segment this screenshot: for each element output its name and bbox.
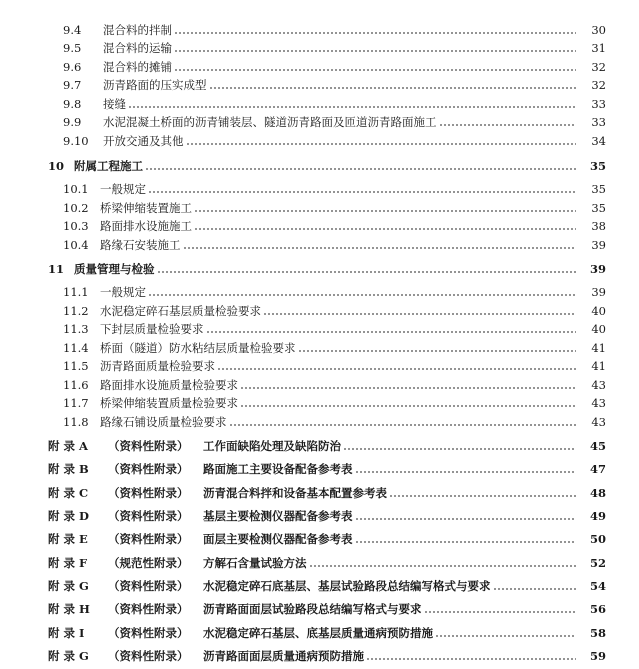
page-number: 41: [591, 341, 606, 355]
leader-dots: [148, 186, 576, 198]
section-title: 下封层质量检验要求: [100, 322, 204, 336]
section-title: 路面排水设施施工: [100, 219, 192, 233]
section-number: 9.9: [63, 115, 82, 129]
page-number: 35: [591, 182, 606, 196]
section-number: 11.7: [63, 396, 89, 410]
leader-dots: [128, 101, 576, 113]
page-number: 39: [589, 262, 606, 276]
leader-dots: [174, 27, 576, 39]
section-number: 11.2: [63, 304, 89, 318]
toc-entry[interactable]: [0, 132, 639, 150]
appendix-title: 沥青混合料拌和设备基本配置参考表: [203, 486, 387, 500]
page-number: 40: [591, 304, 606, 318]
leader-dots: [240, 400, 576, 412]
page-number: 30: [591, 23, 606, 37]
leader-dots: [157, 266, 577, 278]
toc-entry[interactable]: [0, 39, 639, 57]
section-title: 开放交通及其他: [103, 134, 184, 148]
page-number: 59: [589, 649, 606, 663]
toc-entry[interactable]: [0, 376, 639, 394]
section-number: 10.2: [63, 201, 89, 215]
section-title: 一般规定: [100, 285, 146, 299]
appendix-title: 工作面缺陷处理及缺陷防治: [203, 439, 341, 453]
leader-dots: [493, 583, 577, 595]
toc-appendix[interactable]: [0, 437, 639, 455]
section-title: 水泥混凝土桥面的沥青铺装层、隧道沥青路面及匝道沥青路面施工: [103, 115, 437, 129]
section-title: 沥青路面的压实成型: [103, 78, 207, 92]
chapter-number: 11: [48, 262, 65, 276]
page-number: 49: [589, 509, 606, 523]
appendix-label: 附 录 H: [48, 602, 90, 616]
page-number: 35: [589, 159, 606, 173]
leader-dots: [355, 513, 577, 525]
page-number: 43: [591, 415, 606, 429]
page-number: 56: [589, 602, 606, 616]
section-number: 9.5: [63, 41, 82, 55]
leader-dots: [439, 119, 577, 131]
appendix-label: 附 录 A: [48, 439, 88, 453]
toc-entry[interactable]: [0, 21, 639, 39]
section-title: 桥梁伸缩装置施工: [100, 201, 192, 215]
toc-entry[interactable]: [0, 320, 639, 338]
appendix-title: 方解石含量试验方法: [203, 556, 307, 570]
leader-dots: [174, 64, 576, 76]
toc-chapter[interactable]: [0, 157, 639, 175]
appendix-title: 基层主要检测仪器配备参考表: [203, 509, 353, 523]
appendix-kind: （规范性附录）: [108, 556, 189, 570]
appendix-title: 面层主要检测仪器配备参考表: [203, 532, 353, 546]
toc-appendix[interactable]: [0, 624, 639, 642]
appendix-label: 附 录 B: [48, 462, 89, 476]
page-number: 32: [591, 78, 606, 92]
leader-dots: [435, 630, 576, 642]
appendix-label: 附 录 C: [48, 486, 89, 500]
section-number: 11.6: [63, 378, 89, 392]
page-number: 41: [591, 359, 606, 373]
page-number: 35: [591, 201, 606, 215]
leader-dots: [389, 490, 576, 502]
leader-dots: [206, 326, 577, 338]
section-number: 9.10: [63, 134, 89, 148]
section-title: 沥青路面质量检验要求: [100, 359, 215, 373]
page-number: 54: [589, 579, 606, 593]
page-number: 43: [591, 378, 606, 392]
appendix-label: 附 录 G: [48, 649, 89, 663]
toc-entry[interactable]: [0, 283, 639, 301]
section-number: 10.4: [63, 238, 89, 252]
appendix-kind: （资料性附录）: [108, 626, 189, 640]
leader-dots: [263, 308, 576, 320]
toc-appendix[interactable]: [0, 600, 639, 618]
leader-dots: [194, 205, 576, 217]
chapter-title: 附属工程施工: [74, 159, 143, 173]
page-number: 33: [591, 115, 606, 129]
leader-dots: [424, 606, 577, 618]
appendix-kind: （资料性附录）: [108, 509, 189, 523]
appendix-label: 附 录 D: [48, 509, 89, 523]
toc-entry[interactable]: [0, 357, 639, 375]
leader-dots: [148, 289, 576, 301]
page-number: 39: [591, 238, 606, 252]
leader-dots: [217, 363, 576, 375]
toc-appendix[interactable]: [0, 530, 639, 548]
toc-entry[interactable]: [0, 236, 639, 254]
section-title: 混合料的运输: [103, 41, 172, 55]
toc-entry[interactable]: [0, 413, 639, 431]
leader-dots: [174, 45, 576, 57]
page-number: 40: [591, 322, 606, 336]
appendix-label: 附 录 E: [48, 532, 88, 546]
page-number: 52: [589, 556, 606, 570]
section-title: 路缘石铺设质量检验要求: [100, 415, 227, 429]
leader-dots: [343, 443, 576, 455]
section-number: 9.4: [63, 23, 82, 37]
toc-entry[interactable]: [0, 113, 639, 131]
toc-entry[interactable]: [0, 199, 639, 217]
page-number: 39: [591, 285, 606, 299]
toc-appendix[interactable]: [0, 647, 639, 665]
page-number: 47: [589, 462, 606, 476]
leader-dots: [298, 345, 577, 357]
toc-entry[interactable]: [0, 95, 639, 113]
section-title: 路缘石安装施工: [100, 238, 181, 252]
leader-dots: [366, 653, 576, 665]
toc-appendix[interactable]: [0, 577, 639, 595]
appendix-kind: （资料性附录）: [108, 486, 189, 500]
toc-appendix[interactable]: [0, 460, 639, 478]
section-title: 混合料的拌制: [103, 23, 172, 37]
section-number: 9.7: [63, 78, 82, 92]
section-number: 11.5: [63, 359, 89, 373]
page-number: 58: [589, 626, 606, 640]
toc-entry[interactable]: [0, 58, 639, 76]
appendix-label: 附 录 G: [48, 579, 89, 593]
toc-entry[interactable]: [0, 394, 639, 412]
page-number: 38: [591, 219, 606, 233]
leader-dots: [355, 536, 577, 548]
chapter-title: 质量管理与检验: [74, 262, 155, 276]
leader-dots: [186, 138, 577, 150]
section-number: 9.6: [63, 60, 82, 74]
leader-dots: [145, 163, 576, 175]
leader-dots: [309, 560, 577, 572]
leader-dots: [183, 242, 577, 254]
section-title: 水泥稳定碎石基层质量检验要求: [100, 304, 261, 318]
leader-dots: [355, 466, 577, 478]
section-number: 11.1: [63, 285, 89, 299]
toc-appendix[interactable]: [0, 507, 639, 525]
appendix-kind: （资料性附录）: [108, 602, 189, 616]
leader-dots: [194, 223, 576, 235]
page-number: 50: [589, 532, 606, 546]
appendix-kind: （资料性附录）: [108, 579, 189, 593]
leader-dots: [240, 382, 576, 394]
section-number: 11.8: [63, 415, 89, 429]
section-title: 桥面（隧道）防水粘结层质量检验要求: [100, 341, 296, 355]
toc-entry[interactable]: [0, 339, 639, 357]
appendix-kind: （资料性附录）: [108, 462, 189, 476]
appendix-title: 水泥稳定碎石基层、底基层质量通病预防措施: [203, 626, 433, 640]
appendix-kind: （资料性附录）: [108, 439, 189, 453]
section-title: 接缝: [103, 97, 126, 111]
appendix-title: 沥青路面面层质量通病预防措施: [203, 649, 364, 663]
page-number: 43: [591, 396, 606, 410]
toc-entry[interactable]: [0, 76, 639, 94]
toc-entry[interactable]: [0, 180, 639, 198]
section-title: 桥梁伸缩装置质量检验要求: [100, 396, 238, 410]
chapter-number: 10: [48, 159, 65, 173]
section-title: 混合料的摊铺: [103, 60, 172, 74]
page-number: 31: [591, 41, 606, 55]
appendix-label: 附 录 I: [48, 626, 85, 640]
toc-chapter[interactable]: [0, 260, 639, 278]
toc-entry[interactable]: [0, 302, 639, 320]
toc-entry[interactable]: [0, 217, 639, 235]
section-number: 11.4: [63, 341, 89, 355]
appendix-label: 附 录 F: [48, 556, 88, 570]
toc-appendix[interactable]: [0, 554, 639, 572]
appendix-title: 沥青路面面层试验路段总结编写格式与要求: [203, 602, 422, 616]
page-number: 34: [591, 134, 606, 148]
page-number: 33: [591, 97, 606, 111]
leader-dots: [209, 82, 577, 94]
page-number: 32: [591, 60, 606, 74]
section-number: 11.3: [63, 322, 89, 336]
section-number: 10.3: [63, 219, 89, 233]
appendix-kind: （资料性附录）: [108, 532, 189, 546]
page-number: 45: [589, 439, 606, 453]
leader-dots: [229, 419, 577, 431]
section-title: 路面排水设施质量检验要求: [100, 378, 238, 392]
appendix-title: 路面施工主要设备配备参考表: [203, 462, 353, 476]
section-title: 一般规定: [100, 182, 146, 196]
appendix-kind: （资料性附录）: [108, 649, 189, 663]
appendix-title: 水泥稳定碎石底基层、基层试验路段总结编写格式与要求: [203, 579, 491, 593]
toc-appendix[interactable]: [0, 484, 639, 502]
section-number: 9.8: [63, 97, 82, 111]
page-number: 48: [589, 486, 606, 500]
section-number: 10.1: [63, 182, 89, 196]
